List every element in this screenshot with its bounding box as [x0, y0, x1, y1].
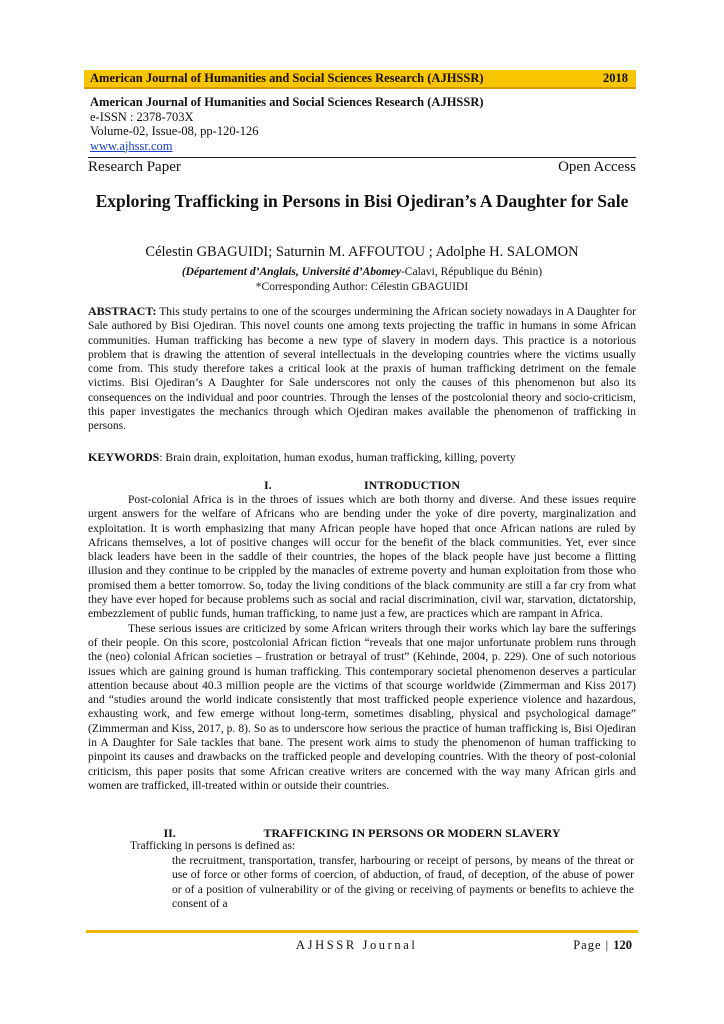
abstract-text: This study pertains to one of the scourges undermining the African society nowadays in A Daughter for Sale authored by Bisi Ojediran. This novel counts one among texts projecting the traffic in humans in some African communities. Human trafficking has become a new type of slavery in modern days. This practice is a notorious problem that is drawing the attention of several intellectuals in the developing countries where the victims usually come from. This study therefore takes a critical look at the praxis of human trafficking detriment on the female victims. Bisi Ojediran’s A Daughter for Sale underscores not only the causes of this phenomenon but also its consequences on the individual and poor countries. Through the lenses of the postcolonial theory and socio-criticism, this paper investigates the mechanics through which Ojediran makes available the phenomenon of trafficking in persons.: [88, 306, 636, 433]
section-title: INTRODUCTION: [363, 478, 460, 492]
open-access-label: Open Access: [558, 159, 636, 175]
volume-issue: Volume-02, Issue-08, pp-120-126: [90, 124, 259, 138]
affiliation-rest: -Calavi, République du Bénin): [400, 266, 543, 278]
corresponding-author: *Corresponding Author: Célestin GBAGUIDI: [255, 281, 469, 293]
paragraph: These serious issues are criticized by some African writers through their works which lay bare the sufferings of their people. On this score, postcolonial African fiction “reveals that one major unfortunate problem runs through the (neo) colonial African societies – frustration or betrayal of trust” (Kehinde, 2004, p. 229). One of such notorious issues which are gaining ground is human trafficking. This contemporary societal phenomenon deserves a particular attention because about 40.3 million people are the victims of that scourge worldwide (Zimmerman and Kiss 2017) and “studies around the world indicate consistently that most trafficked people experience violence and hazardous, exhausting work, and few emerge without long-term, sometimes disabling, physical and psychological damage” (Zimmerman and Kiss, 2017, p. 8). So as to underscore how serious the practice of human trafficking is, Bisi Ojediran in A Daughter for Sale tackles that bane. The present work aims to study the phenomenon of human trafficking to pinpoint its causes and drawbacks on the trafficked people and developing countries. With the theory of post-colonial criticism, this paper posits that some African creative writers are concerned with the way many African girls and women are trafficked, ill-treated within or outside their countries.: [88, 622, 636, 792]
definition-quote: the recruitment, transportation, transfer, harbouring or receipt of persons, by means of the threat or use of force or other forms of coercion, of abduction, of fraud, of deception, of the abuse of power or of a position of vulnerability or of the giving or receiving of payments or benefits to achieve the consent of a: [172, 855, 634, 910]
keywords: [88, 450, 636, 465]
abstract-label: ABSTRACT:: [88, 304, 157, 318]
footer-rule: [86, 930, 638, 933]
section-number: I.: [263, 478, 272, 492]
introduction-body: [88, 493, 636, 793]
keywords-text: : Brain drain, exploitation, human exodus, human trafficking, killing, poverty: [159, 452, 516, 464]
banner-journal-title: American Journal of Humanities and Social Sciences Research (AJHSSR): [90, 71, 484, 85]
definition-intro: Trafficking in persons is defined as:: [130, 840, 296, 852]
journal-info: [90, 95, 484, 153]
section-title: TRAFFICKING IN PERSONS OR MODERN SLAVERY: [263, 826, 561, 840]
journal-website-link[interactable]: www.ajhssr.com: [90, 138, 173, 153]
abstract: [88, 304, 636, 434]
journal-banner: [84, 70, 636, 89]
affiliation: [90, 266, 634, 278]
page-label: Page |: [573, 938, 614, 952]
footer-journal: AJHSSR Journal: [296, 938, 418, 952]
research-paper-label: Research Paper: [88, 159, 181, 175]
authors: Célestin GBAGUIDI; Saturnin M. AFFOUTOU ; Adolphe H. SALOMON: [145, 244, 579, 260]
paper-title: Exploring Trafficking in Persons in Bisi Ojediran’s A Daughter for Sale: [95, 191, 629, 211]
issn: e-ISSN : 2378-703X: [90, 109, 194, 124]
affiliation-italic: (Département d’Anglais, Université d’Abomey: [181, 266, 401, 278]
paragraph: Post-colonial Africa is in the throes of issues which are both thorny and diverse. And these issues require urgent answers for the welfare of Africans who are bending under the yoke of dire poverty, marginalization and exploitation. It is worth emphasizing that many African people have hoped that once African nations are ruled by Africans themselves, a lot of positive changes will occur for the benefit of the black communities. Yet, ever since black leaders have been in the saddle of their countries, the hopes of the black people have just become a flitting illusion and they continue to be crippled by the manacles of extreme poverty and human exploitation from those who promised them a better tomorrow. So, today the living conditions of the black community are still a far cry from what they have ever hoped for because problems such as social and racial discrimination, civil war, starvation, dictatorship, embezzlement of public funds, human trafficking, to name just a few, are practices which are rampant in Africa.: [88, 494, 636, 621]
footer-page: [573, 938, 632, 953]
keywords-label: KEYWORDS: [88, 450, 160, 464]
banner-year: 2018: [603, 71, 628, 85]
journal-title: American Journal of Humanities and Social Sciences Research (AJHSSR): [90, 95, 484, 109]
page-number: 120: [613, 938, 632, 952]
article-type-bar: [88, 157, 636, 176]
section-heading-introduction: [88, 478, 636, 493]
section-number: II.: [163, 826, 176, 840]
